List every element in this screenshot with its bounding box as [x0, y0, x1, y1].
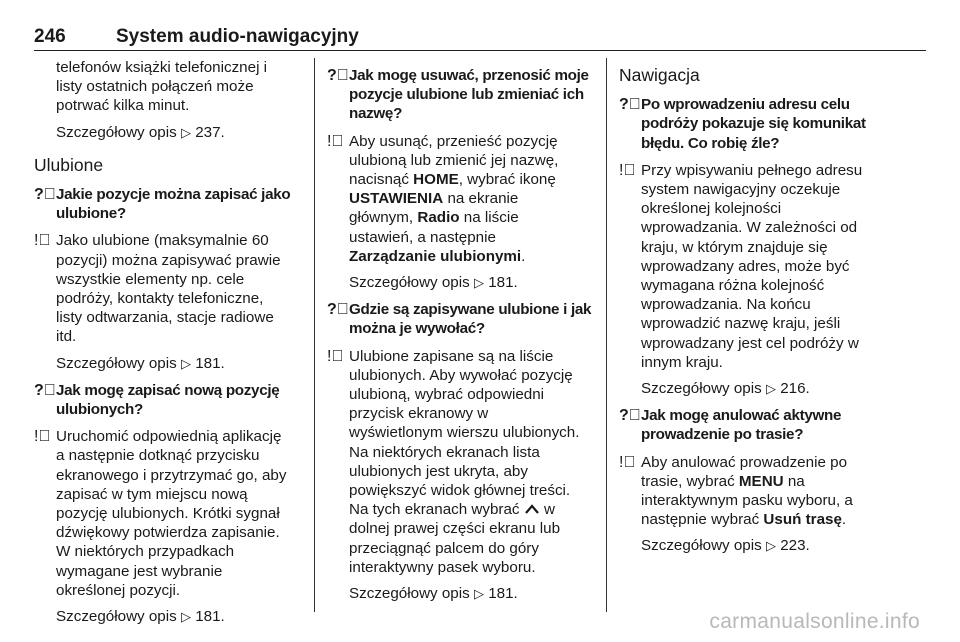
text-span: Na tych ekranach wybrać	[349, 501, 520, 519]
section-heading: Nawigacja	[619, 65, 700, 85]
question	[619, 95, 891, 153]
text-line	[349, 500, 599, 519]
question	[34, 185, 306, 223]
text-line: zapisać w tym miejscu nową	[56, 485, 248, 503]
reference	[619, 379, 891, 398]
menu-label: MENU	[738, 472, 784, 490]
column-3	[619, 58, 891, 556]
text-line	[349, 170, 599, 189]
text-line: interaktywnym pasku wyboru, a	[641, 492, 853, 510]
text-span: głównym,	[349, 209, 418, 227]
text-line: nazwę?	[349, 105, 403, 123]
text-line: Na niektórych ekranach lista	[349, 443, 540, 461]
text-line: pozycję ulubionych. Krótki sygnał	[56, 505, 280, 523]
question-circle-icon: ?⃝	[327, 301, 349, 319]
answer	[619, 161, 891, 372]
text-line: ulubioną lub zmienić jej nazwę,	[349, 151, 559, 169]
reference-arrow-icon: ▷	[180, 355, 191, 371]
home-button-label: HOME	[413, 171, 459, 189]
column-divider-2	[606, 58, 607, 612]
reference-page: 181.	[195, 354, 225, 372]
page-title: System audio-nawigacyjny	[116, 26, 359, 47]
text-line: ulubione?	[56, 205, 126, 223]
intro-paragraph	[34, 58, 306, 116]
text-line: podróży, kontakty telefoniczne,	[56, 290, 264, 308]
watermark: carmanualsonline.info	[709, 610, 920, 633]
text-line: wprowadzany jest cel podróży w	[641, 334, 859, 352]
text-line: ulubioną, wybrać odpowiedni	[349, 386, 545, 404]
reference	[34, 354, 306, 373]
reference-text: Szczegółowy opis	[56, 608, 177, 626]
text-span: .	[841, 511, 847, 529]
reference-text: Szczegółowy opis	[349, 274, 470, 292]
text-line: Aby anulować prowadzenie po	[641, 453, 848, 471]
info-circle-icon: !⃝	[619, 161, 636, 179]
text-span: w	[543, 501, 555, 519]
question-circle-icon: ?⃝	[34, 186, 56, 204]
text-line: listy odtwarzania, stacje radiowe	[56, 309, 274, 327]
text-span: , wybrać ikonę	[458, 171, 556, 189]
text-line: ulubionych. Aby wywołać pozycję	[349, 366, 573, 384]
text-line: listy ostatnich połączeń może	[56, 78, 254, 96]
reference-arrow-icon: ▷	[765, 381, 776, 397]
answer	[327, 347, 599, 577]
text-line: Uruchomić odpowiednią aplikację	[56, 428, 282, 446]
text-line: system nawigacyjny oczekuje	[641, 181, 841, 199]
text-line: itd.	[56, 328, 77, 346]
text-line: ulubionych?	[56, 401, 143, 419]
reference-arrow-icon: ▷	[473, 586, 484, 602]
text-span: na ekranie	[443, 190, 519, 208]
text-line	[349, 208, 599, 227]
text-line: błędu. Co robię źle?	[641, 134, 780, 152]
page-number: 246	[34, 26, 66, 47]
reference	[327, 584, 599, 603]
settings-label: USTAWIENIA	[349, 190, 444, 208]
question	[34, 381, 306, 419]
info-circle-icon: !⃝	[34, 232, 51, 250]
column-1	[34, 58, 306, 626]
text-line: ulubionych jest ukryta, aby	[349, 462, 528, 480]
text-line: Jak mogę usuwać, przenosić moje	[349, 67, 589, 84]
text-line: telefonów książki telefonicznej i	[56, 59, 268, 76]
reference-page: 216.	[780, 380, 810, 398]
text-line: Jakie pozycje można zapisać jako	[56, 186, 291, 204]
question	[327, 300, 599, 338]
text-line: Po wprowadzeniu adresu celu	[641, 96, 850, 114]
text-span: następnie wybrać	[641, 511, 764, 529]
text-line: Jak mogę anulować aktywne	[641, 407, 842, 425]
answer	[327, 132, 599, 266]
text-span: nacisnąć	[349, 171, 414, 189]
question-circle-icon: ?⃝	[34, 381, 56, 399]
text-line: przeciągnąć palcem do góry	[349, 539, 539, 557]
text-line: wprowadzić nazwę kraju, jeśli	[641, 315, 841, 333]
reference-page: 223.	[780, 537, 810, 555]
text-line: prowadzenie po trasie?	[641, 426, 804, 444]
text-line: przycisk ekranowy w	[349, 405, 489, 423]
answer	[34, 427, 306, 600]
text-line: interaktywny pasek wyboru.	[349, 558, 536, 576]
text-line: W niektórych przypadkach	[56, 543, 235, 561]
column-2	[327, 58, 599, 603]
text-line: wprowadzany adres, może być	[641, 257, 850, 275]
text-line: Przy wpisywaniu pełnego adresu	[641, 161, 863, 179]
radio-label: Radio	[417, 209, 460, 227]
reference-page: 181.	[488, 585, 518, 603]
reference-arrow-icon: ▷	[765, 538, 776, 554]
text-line: wprowadzania. Na końcu	[641, 296, 811, 314]
manage-favourites-label: Zarządzanie ulubionymi	[349, 247, 522, 265]
text-line: Jak mogę zapisać nową pozycję	[56, 381, 280, 399]
reference-arrow-icon: ▷	[473, 275, 484, 291]
reference-arrow-icon: ▷	[180, 609, 191, 625]
text-line	[641, 510, 891, 529]
text-line: pozycje ulubione lub zmieniać ich	[349, 86, 584, 104]
text-line: wprowadzania. W zależności od	[641, 219, 858, 237]
question	[327, 66, 599, 124]
reference-page: 181.	[195, 608, 225, 626]
column-divider-1	[314, 58, 315, 612]
info-circle-icon: !⃝	[327, 347, 344, 365]
text-line: Aby usunąć, przenieść pozycję	[349, 132, 558, 150]
text-line: wymagana różna kolejność	[641, 277, 825, 295]
reference	[619, 536, 891, 555]
text-line: kraju, w którym znajduje się	[641, 238, 828, 256]
reference-text: Szczegółowy opis	[56, 123, 177, 141]
section-heading: Ulubione	[34, 154, 104, 175]
text-span: .	[521, 247, 526, 265]
question-circle-icon: ?⃝	[619, 96, 641, 114]
reference-text: Szczegółowy opis	[56, 354, 177, 372]
reference-page: 181.	[488, 274, 518, 292]
question	[619, 406, 891, 444]
text-span: trasie, wybrać	[641, 472, 739, 490]
delete-route-label: Usuń trasę	[763, 511, 842, 529]
page-header	[34, 26, 359, 48]
text-line: ekranowego i przytrzymać go, aby	[56, 466, 287, 484]
text-line: wyświetlonym wierszu ulubionych.	[349, 424, 580, 442]
text-line: można je wywołać?	[349, 320, 485, 338]
text-line: ustawień, a następnie	[349, 228, 496, 246]
text-line	[349, 247, 599, 266]
info-circle-icon: !⃝	[34, 428, 51, 446]
reference-arrow-icon: ▷	[180, 124, 191, 140]
reference	[34, 607, 306, 626]
reference	[327, 273, 599, 292]
info-circle-icon: !⃝	[327, 132, 344, 150]
text-line: wymagane jest wybranie	[56, 562, 223, 580]
reference-text: Szczegółowy opis	[641, 380, 762, 398]
answer	[619, 453, 891, 530]
text-line: podróży pokazuje się komunikat	[641, 115, 866, 133]
text-line: określonej pozycji.	[56, 581, 181, 599]
header-rule	[34, 50, 926, 51]
text-line: dźwiękowy potwierdza zapisanie.	[56, 524, 280, 542]
answer	[34, 231, 306, 346]
text-line: powiększyć widok głównej treści.	[349, 482, 571, 500]
text-line: Jako ulubione (maksymalnie 60	[56, 232, 269, 250]
question-circle-icon: ?⃝	[619, 407, 641, 425]
text-span: na	[783, 472, 805, 490]
text-line: innym kraju.	[641, 353, 723, 371]
reference-text: Szczegółowy opis	[641, 537, 762, 555]
info-circle-icon: !⃝	[619, 453, 636, 471]
text-line: a następnie dotknąć przycisku	[56, 447, 260, 465]
chevron-up-icon	[524, 503, 540, 515]
question-circle-icon: ?⃝	[327, 67, 349, 84]
text-line: wszystkie elementy np. cele	[56, 270, 245, 288]
text-line: pozycji) można zapisywać prawie	[56, 251, 281, 269]
text-line: określonej kolejności	[641, 200, 782, 218]
reference-page: 237.	[195, 123, 225, 141]
text-line: potrwać kilka minut.	[56, 97, 190, 115]
text-line	[349, 189, 599, 208]
text-line	[641, 472, 891, 491]
text-line: Ulubione zapisane są na liście	[349, 347, 554, 365]
text-line: Gdzie są zapisywane ulubione i jak	[349, 301, 592, 319]
text-span: na liście	[459, 209, 519, 227]
text-line: dolnej prawej części ekranu lub	[349, 520, 561, 538]
reference	[34, 123, 306, 142]
reference-text: Szczegółowy opis	[349, 585, 470, 603]
